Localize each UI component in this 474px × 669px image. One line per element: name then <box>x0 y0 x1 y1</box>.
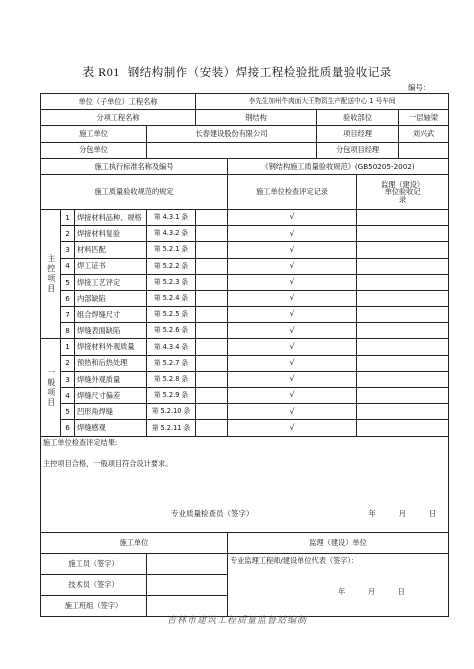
item-supervisor-record[interactable] <box>357 307 449 323</box>
item-supervisor-record[interactable] <box>357 420 449 436</box>
item-check[interactable]: √ <box>228 226 357 242</box>
item-check[interactable]: √ <box>228 307 357 323</box>
item-clause: 第 5.2.9 条 <box>147 388 196 404</box>
item-clause: 第 5.2.6 条 <box>147 323 196 339</box>
supervisor-month: 月 <box>367 587 376 597</box>
item-name: 焊缝感观 <box>75 420 147 436</box>
item-no: 8 <box>61 323 75 339</box>
conclusion-cell[interactable] <box>41 436 449 532</box>
item-no: 1 <box>61 339 75 355</box>
technician-label: 技术员（签字） <box>41 574 147 595</box>
item-blank <box>196 355 228 371</box>
item-no: 1 <box>61 209 75 225</box>
standard-row <box>41 158 449 174</box>
item-check[interactable]: √ <box>228 290 357 306</box>
item-blank <box>196 339 228 355</box>
technician-signature[interactable] <box>147 574 228 595</box>
general-item-row <box>41 355 449 371</box>
supervisor-day: 日 <box>397 587 405 597</box>
item-no: 2 <box>61 355 75 371</box>
item-no: 3 <box>61 371 75 387</box>
conclusion-text: 主控项目合格，一般项目符合设计要求。 <box>43 459 173 469</box>
item-check[interactable]: √ <box>228 258 357 274</box>
item-blank <box>196 420 228 436</box>
form-code: 表 R01 <box>82 65 120 79</box>
supervisor-year: 年 <box>338 587 346 597</box>
item-supervisor-record[interactable] <box>357 274 449 290</box>
signature-row <box>41 553 449 574</box>
serial-label: 编号： <box>408 83 431 92</box>
item-blank <box>196 404 228 420</box>
supervisor-date-line <box>230 588 446 596</box>
conclusion-label: 施工单位检查评定结果: <box>43 437 118 447</box>
item-supervisor-record[interactable] <box>357 209 449 225</box>
item-check[interactable]: √ <box>228 404 357 420</box>
main-item-row <box>41 290 449 306</box>
item-supervisor-record[interactable] <box>357 339 449 355</box>
item-clause: 第 4.3.4 条 <box>147 339 196 355</box>
item-check[interactable]: √ <box>228 274 357 290</box>
item-no: 6 <box>61 420 75 436</box>
item-clause: 第 5.2.2 条 <box>147 258 196 274</box>
general-item-row <box>41 371 449 387</box>
item-blank <box>196 290 228 306</box>
item-supervisor-record[interactable] <box>357 388 449 404</box>
supervisor-header-line-3: 录 <box>398 194 407 204</box>
conclusion-row <box>41 436 449 532</box>
item-blank <box>196 323 228 339</box>
conclusion-day: 日 <box>428 508 437 518</box>
subcontractor-row <box>41 142 449 158</box>
contractor-signature-header: 施工单位 <box>41 532 228 553</box>
item-blank <box>196 307 228 323</box>
item-clause: 第 5.2.11 条 <box>147 420 196 436</box>
sub-project-row <box>41 110 449 126</box>
unit-project-label: 单位（子单位）工程名称 <box>41 94 196 110</box>
inspector-signature-line <box>43 510 446 518</box>
item-supervisor-record[interactable] <box>357 226 449 242</box>
sub-project-value[interactable]: 钢结构 <box>196 110 317 126</box>
project-manager-label: 项目经理 <box>317 126 399 142</box>
main-item-row <box>41 307 449 323</box>
item-name: 材料匹配 <box>75 242 147 258</box>
item-supervisor-record[interactable] <box>357 258 449 274</box>
item-clause: 第 5.2.5 条 <box>147 307 196 323</box>
spec-column-header: 施工质量验收规范的规定 <box>41 174 228 209</box>
contractor-value[interactable]: 长春建设股份有限公司 <box>147 126 317 142</box>
column-header-row <box>41 174 449 209</box>
item-name: 组合焊缝尺寸 <box>75 307 147 323</box>
main-item-row <box>41 209 449 225</box>
main-item-row <box>41 242 449 258</box>
item-supervisor-record[interactable] <box>357 290 449 306</box>
item-no: 5 <box>61 404 75 420</box>
project-manager-value[interactable]: 刘兴武 <box>399 126 449 142</box>
item-blank <box>196 388 228 404</box>
subcontractor-value[interactable] <box>147 142 317 158</box>
item-check[interactable]: √ <box>228 355 357 371</box>
item-no: 4 <box>61 258 75 274</box>
item-check[interactable]: √ <box>228 339 357 355</box>
item-no: 7 <box>61 307 75 323</box>
item-check[interactable]: √ <box>228 209 357 225</box>
subcontractor-label: 分包单位 <box>41 142 147 158</box>
unit-project-value[interactable]: 李先生加州牛肉面大王物资生产配送中心 1 号车间 <box>196 94 449 110</box>
item-name: 内部缺陷 <box>75 290 147 306</box>
item-clause: 第 5.2.1 条 <box>147 242 196 258</box>
acceptance-part-label: 验收部位 <box>317 110 399 126</box>
item-supervisor-record[interactable] <box>357 323 449 339</box>
item-name: 焊接材料复验 <box>75 226 147 242</box>
item-check[interactable]: √ <box>228 388 357 404</box>
worker-lead-signature[interactable] <box>147 553 228 574</box>
main-item-row <box>41 274 449 290</box>
item-clause: 第 5.2.4 条 <box>147 290 196 306</box>
main-items-group-label: 主控项目 <box>41 209 61 339</box>
contractor-label: 施工单位 <box>41 126 147 142</box>
supervisor-sign-label: 专业监理工程师/建设单位代表（签字）： <box>230 555 359 565</box>
item-name: 预热和后热处理 <box>75 355 147 371</box>
team-lead-label: 施工班组（签字） <box>41 595 147 616</box>
sub-project-label: 分项工程名称 <box>41 110 196 126</box>
main-item-row <box>41 226 449 242</box>
item-blank <box>196 258 228 274</box>
main-item-row <box>41 323 449 339</box>
item-name: 焊缝尺寸偏差 <box>75 388 147 404</box>
item-clause: 第 4.3.2 条 <box>147 226 196 242</box>
item-name: 焊工证书 <box>75 258 147 274</box>
item-clause: 第 5.2.3 条 <box>147 274 196 290</box>
general-item-row <box>41 420 449 436</box>
footer-publisher: 吉林市建筑工程质量监督站编制 <box>166 616 307 626</box>
item-name: 焊缝外观质量 <box>75 371 147 387</box>
item-name: 焊接工艺评定 <box>75 274 147 290</box>
item-name: 凹形角焊缝 <box>75 404 147 420</box>
unit-project-row <box>41 94 449 110</box>
item-supervisor-record[interactable] <box>357 371 449 387</box>
signature-header-row <box>41 532 449 553</box>
contractor-row <box>41 126 449 142</box>
item-blank <box>196 274 228 290</box>
item-name: 焊接材料外观质量 <box>75 339 147 355</box>
item-supervisor-record[interactable] <box>357 355 449 371</box>
item-blank <box>196 242 228 258</box>
conclusion-month: 月 <box>398 508 407 518</box>
standard-label: 施工执行标准名称及编号 <box>41 158 228 174</box>
supervisor-column-header <box>357 174 449 209</box>
contractor-check-column-header: 施工单位检查评定记录 <box>228 174 357 209</box>
sub-manager-value[interactable] <box>399 142 449 158</box>
item-supervisor-record[interactable] <box>357 242 449 258</box>
item-check[interactable]: √ <box>228 323 357 339</box>
item-no: 4 <box>61 388 75 404</box>
acceptance-part-value[interactable]: 一层轴梁 <box>399 110 449 126</box>
form-title: 钢结构制作（安装）焊接工程检验批质量验收记录 <box>127 65 392 79</box>
sub-manager-label: 分包项目经理 <box>317 142 399 158</box>
general-items-group-label: 一般项目 <box>41 339 61 436</box>
item-no: 3 <box>61 242 75 258</box>
item-blank <box>196 226 228 242</box>
item-clause: 第 5.2.8 条 <box>147 371 196 387</box>
inspection-form-table <box>40 93 449 617</box>
item-check[interactable]: √ <box>228 420 357 436</box>
item-clause: 第 4.3.1 条 <box>147 209 196 225</box>
supervisor-header-line-1: 监理（建设） <box>380 179 425 189</box>
item-blank <box>196 371 228 387</box>
document-title <box>0 63 474 80</box>
item-check[interactable]: √ <box>228 242 357 258</box>
general-item-row <box>41 339 449 355</box>
general-item-row <box>41 404 449 420</box>
general-item-row <box>41 388 449 404</box>
item-name: 焊缝表面缺陷 <box>75 323 147 339</box>
item-check[interactable]: √ <box>228 371 357 387</box>
item-no: 2 <box>61 226 75 242</box>
item-clause: 第 5.2.10 条 <box>147 404 196 420</box>
item-supervisor-record[interactable] <box>357 404 449 420</box>
supervisor-header-line-2: 单位验收记 <box>384 187 421 197</box>
item-no: 6 <box>61 290 75 306</box>
inspector-label: 专业质量检查员（签字） <box>171 508 254 518</box>
item-no: 5 <box>61 274 75 290</box>
supervisor-signature-header: 监理（建设）单位 <box>228 532 449 553</box>
item-blank <box>196 209 228 225</box>
supervisor-signature-cell[interactable] <box>228 553 449 616</box>
standard-value[interactable]: 《钢结构施工质量验收规范》(GB50205-2002) <box>228 158 449 174</box>
item-clause: 第 5.2.7 条 <box>147 355 196 371</box>
conclusion-year: 年 <box>368 508 376 518</box>
worker-lead-label: 施工员（签字） <box>41 553 147 574</box>
main-item-row <box>41 258 449 274</box>
item-name: 焊接材料品种、规格 <box>75 209 147 225</box>
